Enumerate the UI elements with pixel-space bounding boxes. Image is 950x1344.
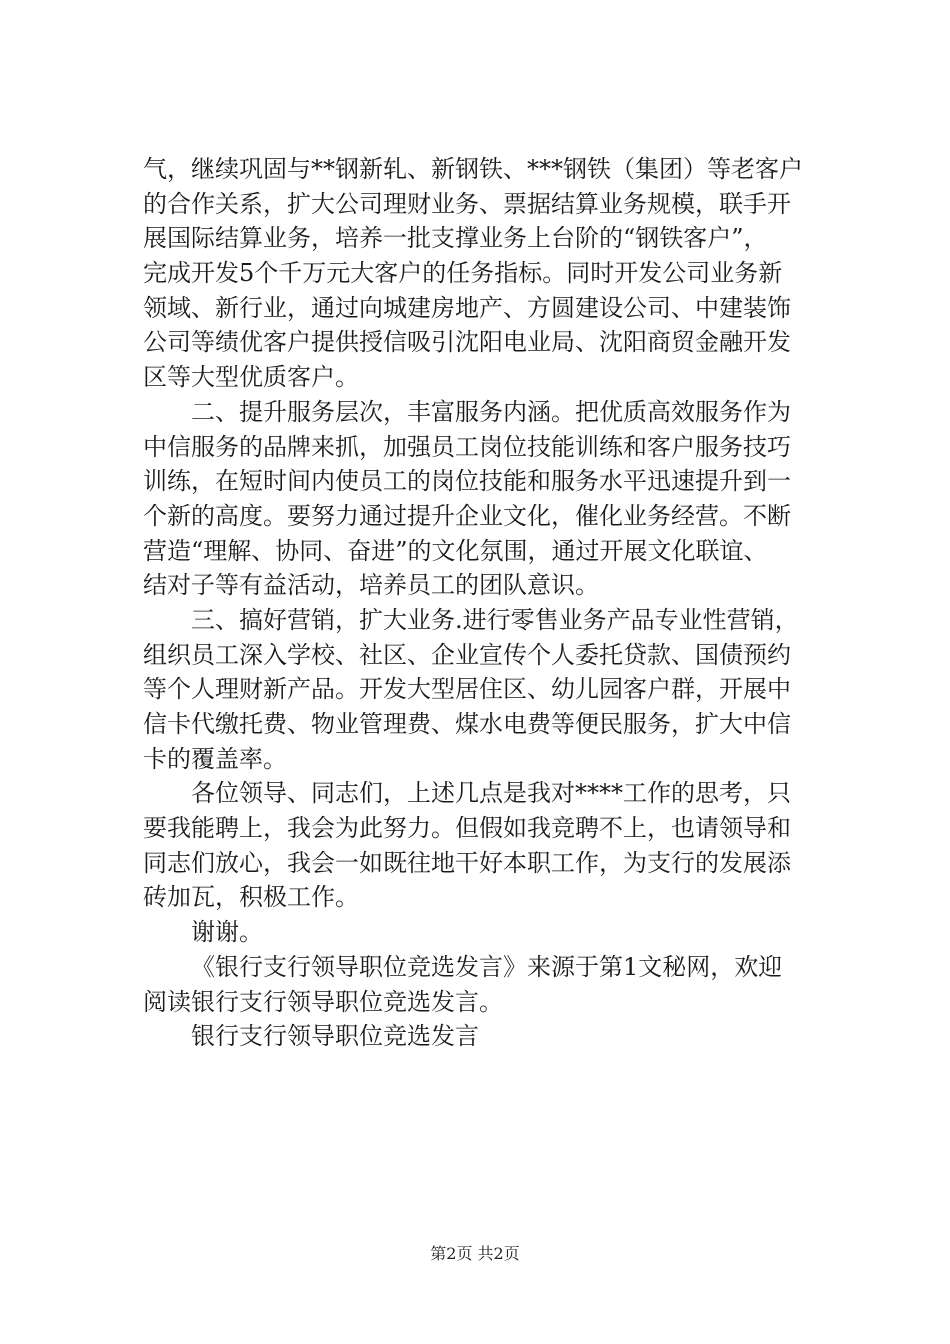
text-line: 要我能聘上，我会为此努力。但假如我竞聘不上，也请领导和 [143, 814, 791, 843]
text-line: 气，继续巩固与**钢新轧、新钢铁、***钢铁（集团）等老客户 [143, 155, 803, 183]
text-line: 同志们放心，我会一如既往地干好本职工作，为支行的发展添 [143, 848, 791, 877]
text-line: 卡的覆盖率。 [143, 744, 287, 773]
text-line: 展国际结算业务，培养一批支撑业务上台阶的“钢铁客户”， [143, 224, 768, 253]
document-body [143, 152, 811, 1054]
text-line: 中信服务的品牌来抓，加强员工岗位技能训练和客户服务技巧 [143, 432, 791, 461]
text-line: 个新的高度。要努力通过提升企业文化，催化业务经营。不断 [143, 501, 791, 530]
text-line: 阅读银行支行领导职位竞选发言。 [143, 987, 503, 1016]
text-line: 的合作关系，扩大公司理财业务、票据结算业务规模，联手开 [143, 189, 791, 218]
text-line: 《银行支行领导职位竞选发言》来源于第1文秘网，欢迎 [191, 952, 783, 981]
text-line: 完成开发5个千万元大客户的任务指标。同时开发公司业务新 [143, 259, 783, 288]
text-line: 二、提升服务层次，丰富服务内涵。把优质高效服务作为 [191, 397, 791, 426]
page-number-label: 第2页 共2页 [430, 1244, 520, 1263]
text-line: 营造“理解、协同、奋进”的文化氛围，通过开展文化联谊、 [143, 536, 768, 565]
text-line: 砖加瓦，积极工作。 [143, 883, 359, 912]
text-line: 组织员工深入学校、社区、企业宣传个人委托贷款、国债预约 [143, 640, 791, 669]
text-line: 谢谢。 [191, 918, 263, 947]
text-line: 银行支行领导职位竞选发言 [191, 1022, 479, 1051]
text-line: 各位领导、同志们，上述几点是我对****工作的思考，只 [191, 779, 791, 808]
page-footer [0, 1244, 950, 1264]
text-line: 公司等绩优客户提供授信吸引沈阳电业局、沈阳商贸金融开发 [143, 328, 791, 357]
text-line: 结对子等有益活动，培养员工的团队意识。 [143, 571, 599, 600]
text-line: 信卡代缴托费、物业管理费、煤水电费等便民服务，扩大中信 [143, 710, 791, 738]
text-line: 三、搞好营销，扩大业务.进行零售业务产品专业性营销， [191, 605, 799, 634]
text-line: 训练，在短时间内使员工的岗位技能和服务水平迅速提升到一 [143, 467, 791, 496]
text-line: 等个人理财新产品。开发大型居住区、幼儿园客户群，开展中 [143, 675, 791, 704]
text-line: 区等大型优质客户。 [143, 363, 359, 392]
text-line: 领域、新行业，通过向城建房地产、方圆建设公司、中建装饰 [143, 293, 791, 322]
